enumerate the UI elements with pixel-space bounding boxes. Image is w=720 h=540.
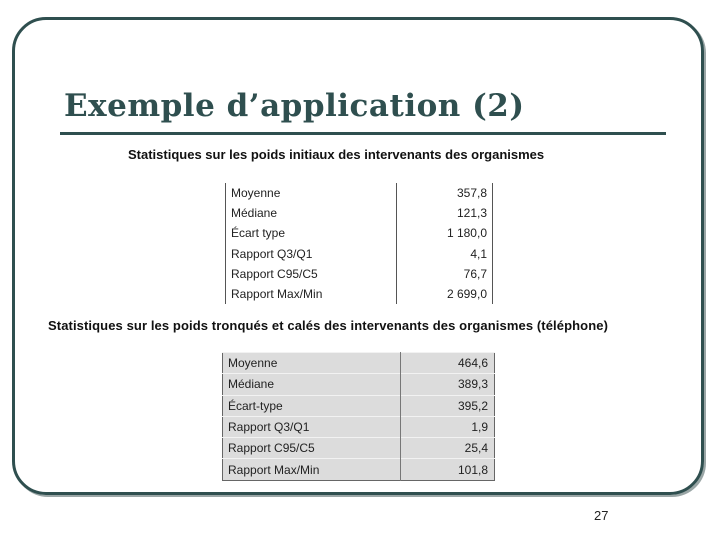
trimmed-weights-table [222, 352, 495, 481]
table-row [223, 459, 495, 480]
table-row [223, 353, 495, 374]
stat-value: 101,8 [401, 459, 495, 480]
page-number: 27 [594, 508, 609, 523]
table-row [226, 203, 493, 223]
stat-value: 1,9 [401, 416, 495, 437]
table-row [223, 438, 495, 459]
table-row [223, 374, 495, 395]
table-row [226, 284, 493, 304]
stat-label: Moyenne [223, 353, 401, 374]
stat-value: 1 180,0 [446, 226, 487, 241]
stat-label: Médiane [223, 374, 401, 395]
table-row [226, 264, 493, 284]
stat-label: Rapport Max/Min [223, 459, 401, 480]
stat-label: Écart type [226, 223, 397, 243]
stat-label: Rapport C95/C5 [223, 438, 401, 459]
stat-value: 25,4 [401, 438, 495, 459]
stat-label: Rapport Q3/Q1 [223, 416, 401, 437]
stat-label: Écart-type [223, 395, 401, 416]
stat-label: Rapport C95/C5 [226, 264, 397, 284]
table-row [226, 183, 493, 203]
table-row [226, 244, 493, 264]
stat-label: Rapport Max/Min [226, 284, 397, 304]
title-underline [60, 132, 666, 135]
stat-value: 389,3 [401, 374, 495, 395]
stat-value: 464,6 [401, 353, 495, 374]
stat-label: Moyenne [226, 183, 397, 203]
table2-caption: Statistiques sur les poids tronqués et calés des intervenants des organismes (téléphone) [48, 318, 609, 333]
initial-weights-table [225, 183, 493, 304]
table-row [223, 395, 495, 416]
stat-value: 395,2 [401, 395, 495, 416]
stat-label: Médiane [226, 203, 397, 223]
stat-value: 2 699,0 [446, 287, 487, 302]
stat-value: 357,8 [456, 186, 487, 201]
stat-value: 121,3 [456, 206, 487, 221]
table-row [226, 223, 493, 243]
stat-value: 76,7 [463, 266, 487, 281]
table1-caption: Statistiques sur les poids initiaux des intervenants des organismes [128, 147, 545, 162]
stat-label: Rapport Q3/Q1 [226, 244, 397, 264]
stat-value: 4,1 [470, 246, 487, 261]
table-row [223, 416, 495, 437]
slide-title: Exemple d’application (2) [64, 88, 525, 124]
